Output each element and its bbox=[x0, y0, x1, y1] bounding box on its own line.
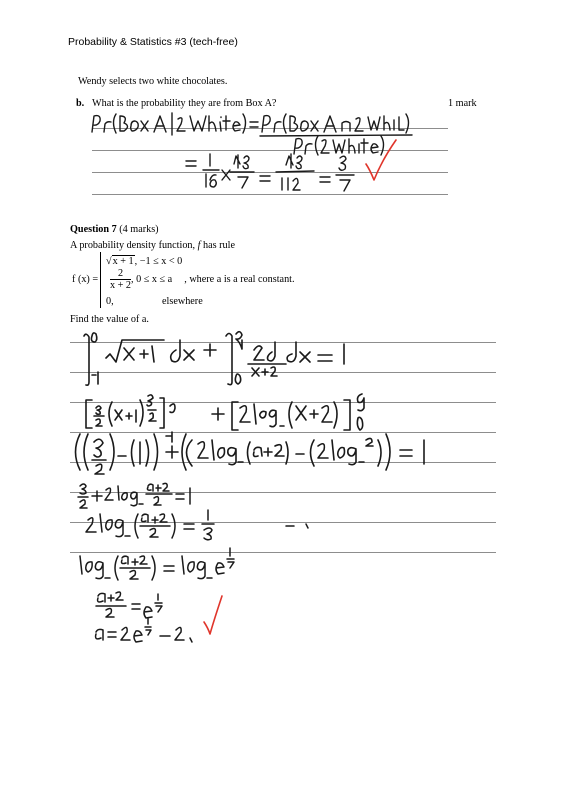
q6-part-question: What is the probability they are from Box A? bbox=[92, 98, 277, 109]
q7-intro-part1: A probability density function, bbox=[70, 240, 198, 251]
q6-part-letter: b. bbox=[76, 98, 85, 109]
q7-find: Find the value of a. bbox=[70, 314, 149, 325]
sqrt-symbol: √ bbox=[106, 256, 112, 267]
case-1-radicand: x + 1 bbox=[112, 256, 134, 267]
q7-marks: (4 marks) bbox=[119, 224, 159, 235]
case-3-condition: elsewhere bbox=[162, 296, 203, 307]
case-2-condition: , 0 ≤ x ≤ a bbox=[131, 273, 173, 285]
where-note: , where a is a real constant. bbox=[184, 273, 295, 285]
fx-label: f (x) = bbox=[72, 274, 99, 285]
q6-marks: 1 mark bbox=[448, 98, 477, 109]
case-2-denominator: x + 2 bbox=[110, 280, 132, 291]
page-header: Probability & Statistics #3 (tech-free) bbox=[68, 36, 238, 48]
q7-heading: Question 7 bbox=[70, 224, 117, 235]
q7-intro-part2: has rule bbox=[200, 240, 235, 251]
q7-intro-f: f bbox=[197, 240, 201, 251]
case-1-condition: , −1 ≤ x < 0 bbox=[134, 256, 183, 267]
case-3-value: 0, bbox=[106, 296, 114, 307]
case-2-numerator: 2 bbox=[110, 268, 131, 280]
tick-icon bbox=[204, 596, 222, 634]
tick-icon bbox=[366, 140, 396, 180]
q6-intro: Wendy selects two white chocolates. bbox=[78, 76, 228, 87]
